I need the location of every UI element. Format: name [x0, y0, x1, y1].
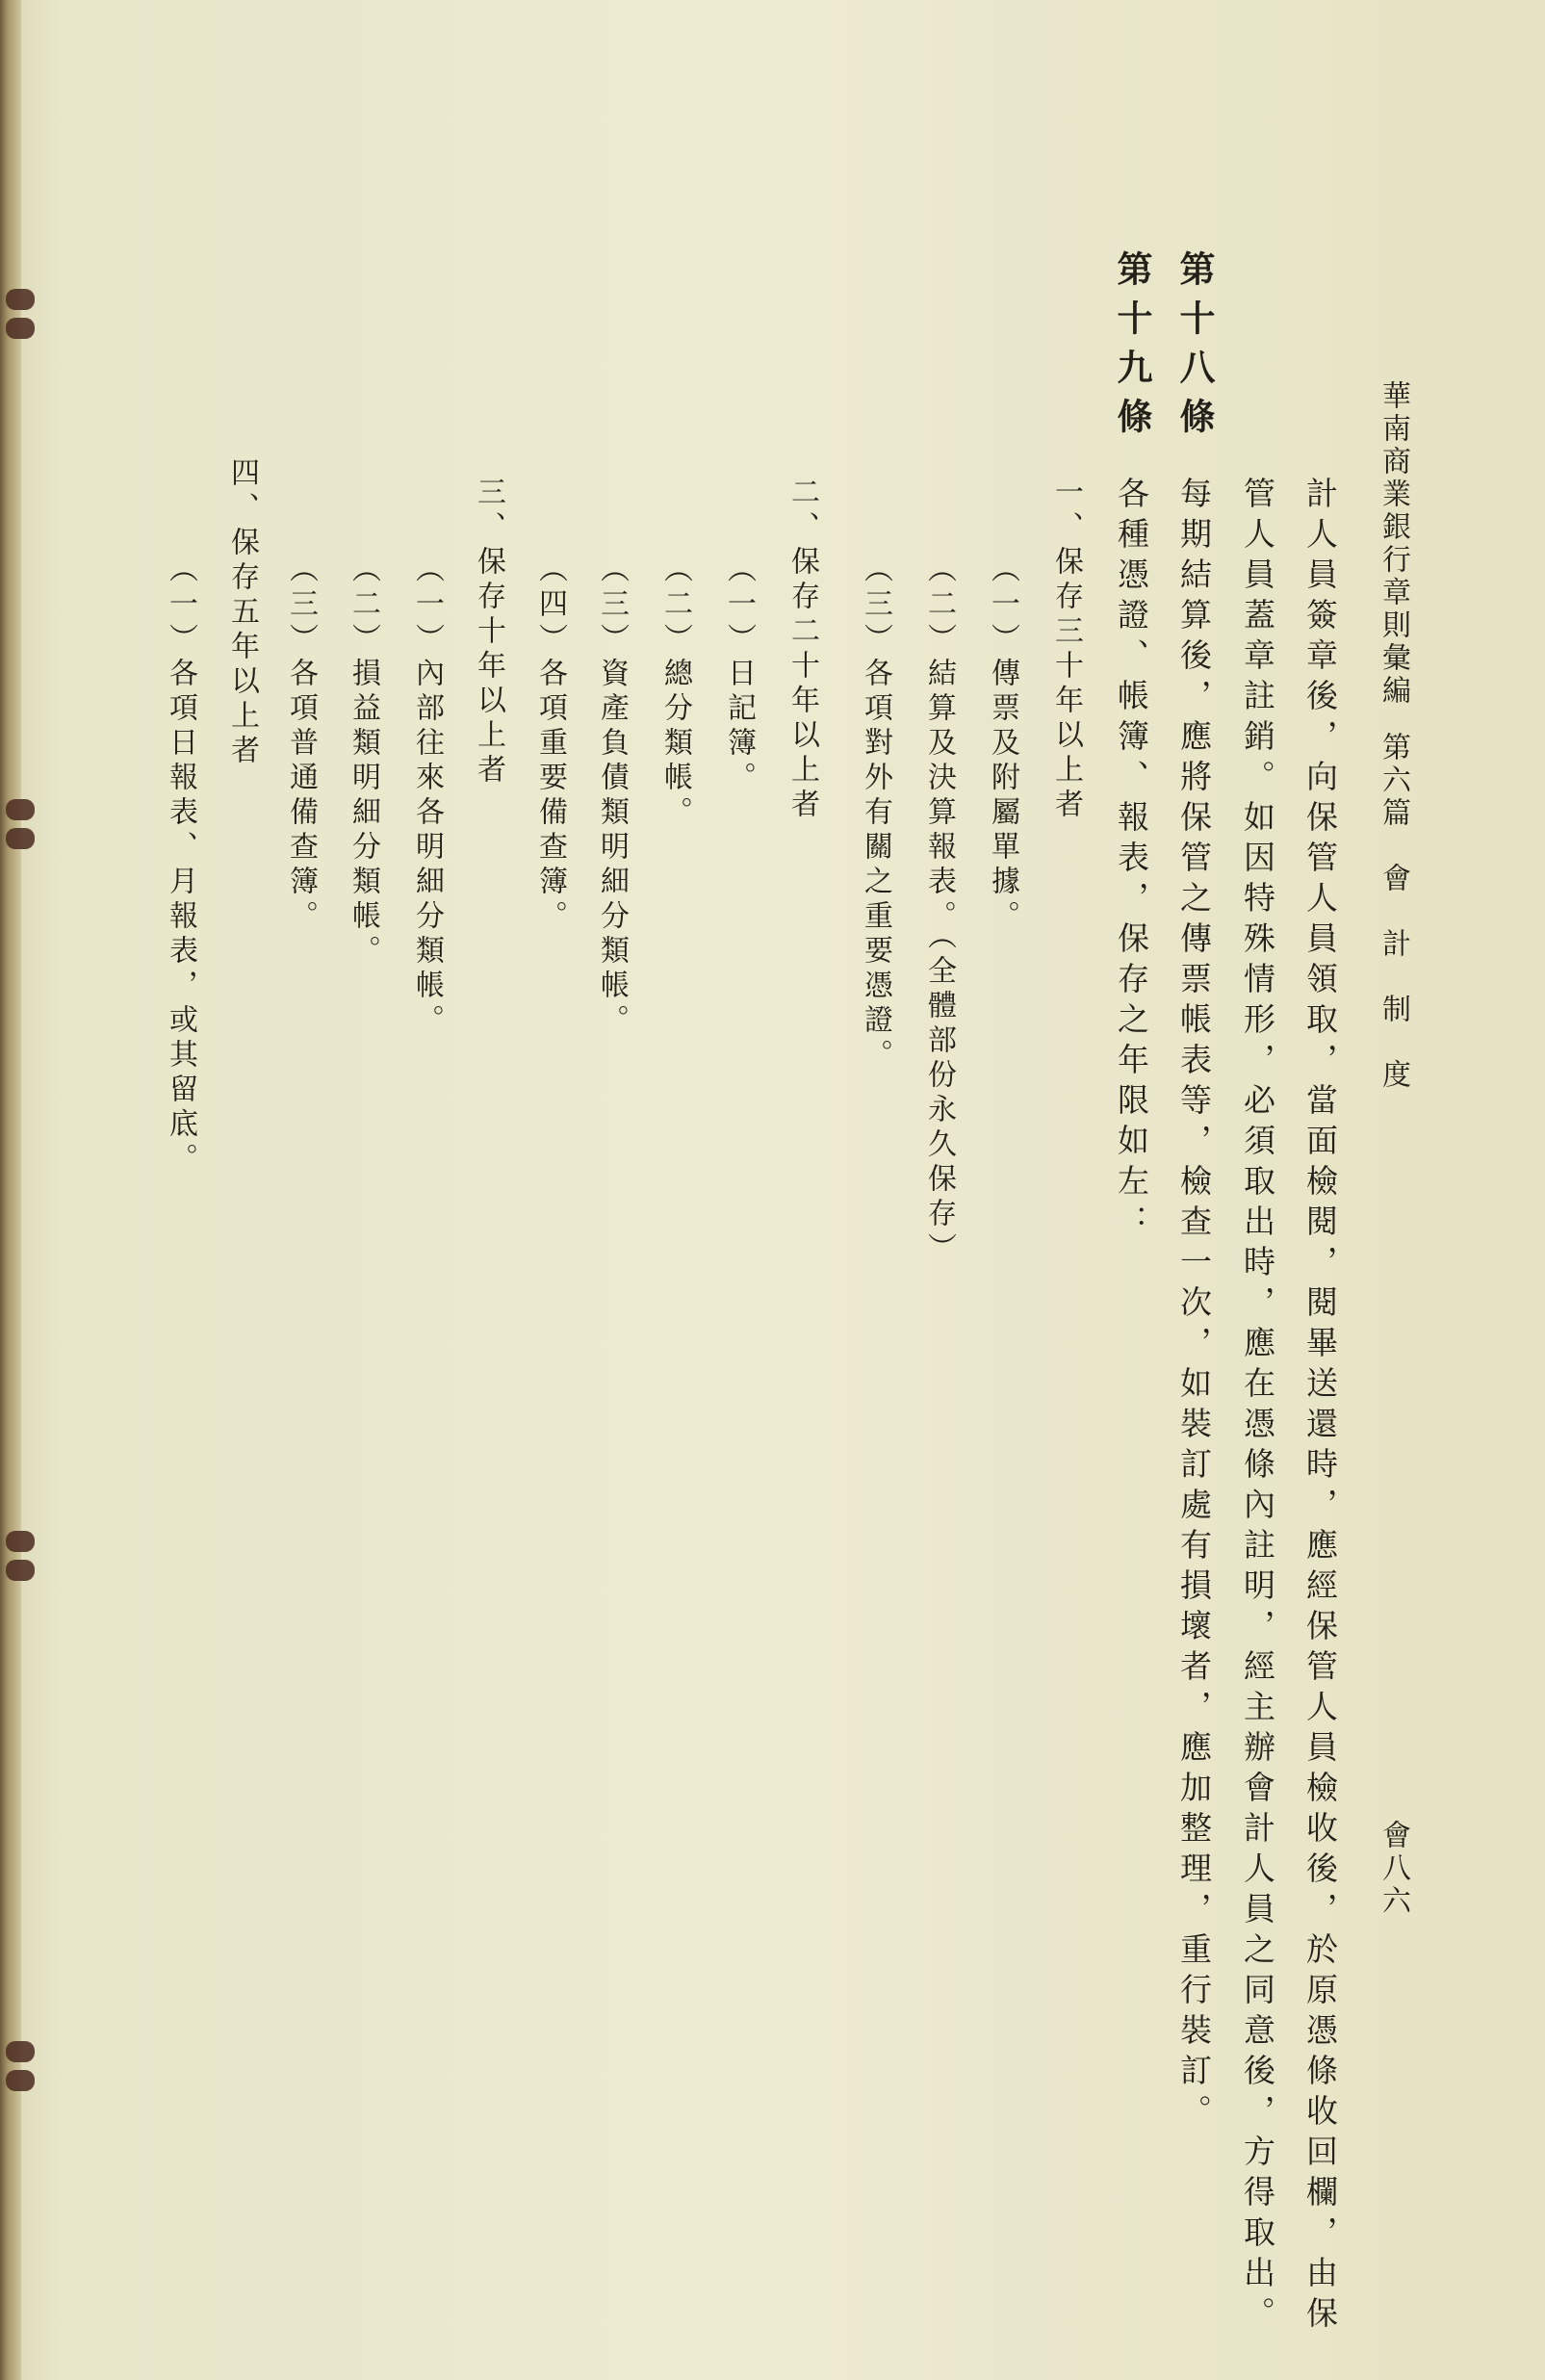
- binding-stitch: [6, 2041, 35, 2062]
- section-heading: 三、保存十年以上者: [472, 477, 505, 789]
- binding-stitch: [6, 1560, 35, 1581]
- list-item: （二）結算及決算報表。（全體部份永久保存）: [922, 554, 956, 1267]
- list-item: （三）各項普通備查簿。: [284, 554, 318, 935]
- list-item: （一）各項日報表、月報表，或其留底。: [164, 554, 197, 1177]
- binding-edge: [0, 0, 21, 2380]
- section-heading: 一、保存三十年以上者: [1049, 477, 1083, 823]
- list-item: （一）內部往來各明細分類帳。: [410, 554, 444, 1039]
- binding-stitch: [6, 318, 35, 339]
- article-19-label: 第十九條: [1111, 250, 1153, 447]
- binding-stitch: [6, 1531, 35, 1552]
- list-item: （三）各項對外有關之重要憑證。: [859, 554, 892, 1074]
- binding-stitch: [6, 799, 35, 820]
- page-number: 會八六: [1377, 1820, 1410, 1918]
- article-18-text: 每期結算後，應將保管之傳票帳表等，檢查一次，如裝訂處有損壞者，應加整理，重行裝訂。: [1175, 477, 1213, 2134]
- article-19-text: 各種憑證、帳簿、報表，保存之年限如左：: [1113, 477, 1150, 1245]
- list-item: （四）各項重要備查簿。: [533, 554, 567, 935]
- list-item: （二）損益類明細分類帳。: [347, 554, 380, 970]
- continuation-line: 管人員蓋章註銷。如因特殊情形，必須取出時，應在憑條內註明，經主辦會計人員之同意後，方得取出。: [1239, 477, 1276, 2337]
- continuation-line: 計人員簽章後，向保管人員領取，當面檢閱，閱畢送還時，應經保管人員檢收後，於原憑條收回欄，由保: [1301, 477, 1339, 2337]
- list-item: （三）資產負債類明細分類帳。: [595, 554, 629, 1039]
- book-title: 華南商業銀行章則彙編: [1377, 380, 1410, 708]
- list-item: （一）傳票及附屬單據。: [986, 554, 1019, 935]
- binding-stitch: [6, 289, 35, 310]
- list-item: （一）日記簿。: [722, 554, 756, 796]
- section-heading: 二、保存二十年以上者: [785, 477, 819, 823]
- list-item: （二）總分類帳。: [658, 554, 692, 831]
- article-18-label: 第十八條: [1173, 250, 1216, 447]
- chapter-title: 第六篇 會 計 制 度: [1377, 732, 1410, 1092]
- binding-stitch: [6, 828, 35, 849]
- section-heading: 四、保存五年以上者: [225, 457, 259, 769]
- binding-stitch: [6, 2070, 35, 2091]
